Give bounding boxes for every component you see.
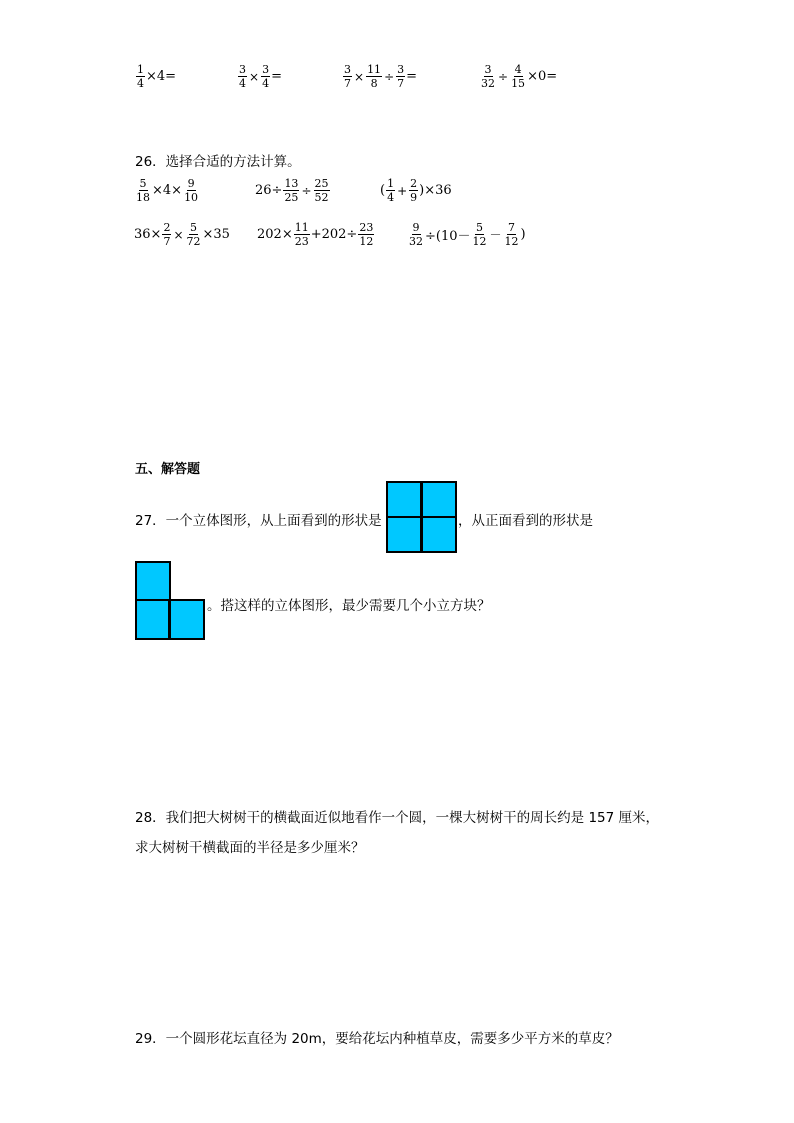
fraction: $\frac{7}{12}$ xyxy=(504,221,519,248)
expr-26-f: $\frac{9}{32}$ ÷(10－ $\frac{5}{12}$ － $\frac{7}{12}$ ) xyxy=(409,221,526,248)
question-27-text-a: 27．一个立体图形，从上面看到的形状是 xyxy=(135,513,382,529)
expr-26-a: $\frac{5}{18}$ ×4× $\frac{9}{10}$ xyxy=(136,177,199,204)
question-27-text-c: 。搭这样的立体图形，最少需要几个小立方块？ xyxy=(207,598,491,614)
expr-25-3: $\frac{3}{7}$ × $\frac{11}{8}$ ÷ $\frac{3}{7}$ = xyxy=(344,63,418,90)
fraction: $\frac{3}{7}$ xyxy=(397,63,405,90)
fraction: $\frac{3}{7}$ xyxy=(344,63,351,90)
square-cell xyxy=(423,483,455,516)
expr-26-b: 26÷ $\frac{13}{25}$ ÷ $\frac{25}{52}$ xyxy=(255,177,329,204)
fraction: $\frac{5}{18}$ xyxy=(136,177,150,204)
question-26-title: 26．选择合适的方法计算。 xyxy=(135,154,301,170)
fraction: $\frac{11}{8}$ xyxy=(367,63,382,90)
fraction: $\frac{11}{23}$ xyxy=(294,221,309,248)
fraction: $\frac{5}{72}$ xyxy=(186,221,201,248)
fraction: $\frac{9}{32}$ xyxy=(409,221,423,248)
fraction: $\frac{1}{4}$ xyxy=(137,63,144,90)
square-cell xyxy=(423,518,455,551)
fraction: $\frac{5}{12}$ xyxy=(472,221,487,248)
fraction: $\frac{13}{25}$ xyxy=(284,177,299,204)
square-cell xyxy=(137,563,169,599)
expr-25-4: $\frac{3}{32}$ ÷ $\frac{4}{15}$ ×0= xyxy=(481,63,558,90)
question-27-text-b: ，从正面看到的形状是 xyxy=(458,513,593,529)
fraction: $\frac{2}{7}$ xyxy=(163,221,171,248)
question-28-line-2: 求大树树干横截面的半径是多少厘米？ xyxy=(135,840,365,856)
expr-26-d: 36× $\frac{2}{7}$ × $\frac{5}{72}$ ×35 xyxy=(134,221,230,248)
fraction: $\frac{1}{4}$ xyxy=(387,177,395,204)
square-frame xyxy=(135,561,171,601)
front-view-figure xyxy=(135,561,205,640)
question-28-line-1: 28．我们把大树树干的横截面近似地看作一个圆，一棵大树树干的周长约是 157 厘米， xyxy=(135,810,660,826)
square-cell xyxy=(137,601,168,638)
fraction: $\frac{3}{4}$ xyxy=(239,63,246,90)
section-heading: 五、解答题 xyxy=(135,462,201,477)
expr-26-e: 202× $\frac{11}{23}$ +202÷ $\frac{23}{12}$ xyxy=(257,221,374,248)
fraction: $\frac{3}{32}$ xyxy=(481,63,495,90)
square-cell xyxy=(388,483,420,516)
square-cell xyxy=(171,601,203,638)
expr-26-c: ( $\frac{1}{4}$ + $\frac{2}{9}$ )×36 xyxy=(380,177,452,204)
expr-25-2: $\frac{3}{4}$ × $\frac{3}{4}$ = xyxy=(239,63,282,90)
expr-25-1: $\frac{1}{4}$ ×4= xyxy=(137,63,177,90)
fraction: $\frac{9}{10}$ xyxy=(184,177,199,204)
square-frame xyxy=(135,599,205,640)
square-cell xyxy=(388,518,420,551)
top-view-figure xyxy=(386,481,457,553)
fraction: $\frac{2}{9}$ xyxy=(410,177,418,204)
fraction: $\frac{23}{12}$ xyxy=(359,221,374,248)
fraction: $\frac{25}{52}$ xyxy=(314,177,329,204)
fraction: $\frac{4}{15}$ xyxy=(511,63,526,90)
question-29-line-1: 29．一个圆形花坛直径为 20m，要给花坛内种植草皮，需要多少平方米的草皮？ xyxy=(135,1031,619,1047)
fraction: $\frac{3}{4}$ xyxy=(262,63,270,90)
